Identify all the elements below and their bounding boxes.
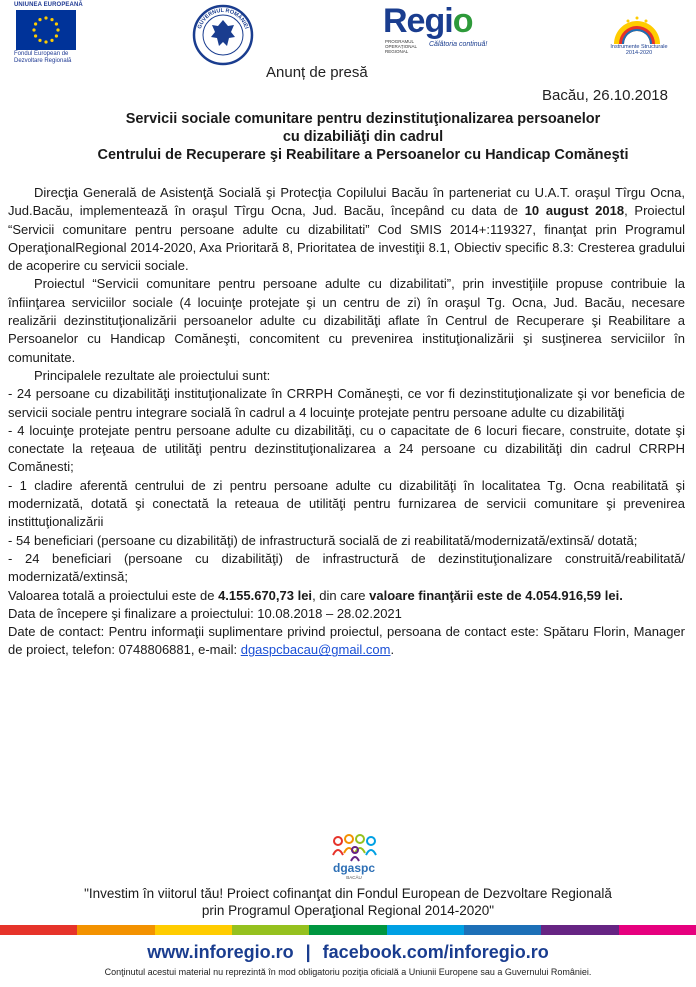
- gov-seal-text: GUVERNUL ROMÂNIEI: [196, 7, 250, 30]
- paragraph-contact: [8, 623, 685, 660]
- document-body: [8, 184, 685, 660]
- eu-sub-1: Fondul European de: [14, 51, 69, 57]
- page-title: [40, 110, 686, 164]
- result-item-2: - 4 locuinţe protejate pentru persoane adulte cu dizabilităţi, cu o capacitate de 6 locuri fiecare, construite, dotate şi conectate la reţeaua de utilităţi pentru dezinstituţionalizarea a 24 persoane cu dizabilităţi din cadrul CRRPH Comănesti;: [8, 422, 685, 475]
- contact-email-link[interactable]: dgaspcbacau@gmail.com: [240, 642, 391, 658]
- title-line-2: cu dizabiliăţi din cadrul: [282, 129, 444, 145]
- inforegio-website-link[interactable]: www.inforegio.ro: [147, 942, 294, 962]
- result-item-3: - 1 cladire aferentă centrului de zi pentru persoane adulte cu dizabilităţi în localitatea Tg. Ocna reabilitată şi modernizată, dotată şi conectată la reteaua de utilităţi pentru furnizarea de servicii comunitare şi prevenirea instittuţionalizării: [8, 477, 685, 530]
- color-bar-segment: [155, 925, 232, 935]
- dgaspc-name: dgaspc: [332, 861, 375, 875]
- color-bar-segment: [464, 925, 541, 935]
- paragraph-project: Proiectul “Servicii comunitare pentru persoane adulte cu dizabilitati”, prin investiţiile propuse contribuie la înfiinţarea serviciilor sociale (4 locuinţe protejate şi un centru de zi) în oraşul Tg. Ocna, Jud. Bacău, necesare realizării dezinstituţionalizării persoanelor adulte cu dizabilităţi aflate în Centrul de Recuperare şi Reabilitare a Persoanelor cu Handicap Comăneşti, concomitent cu prevenirea instituţionalizării şi susţinerea serviciilor în comunitate.: [8, 276, 685, 365]
- regio-word-1: Regi: [383, 2, 453, 40]
- color-bar-segment: [619, 925, 696, 935]
- is-text-1: Instrumente Structurale: [610, 44, 668, 50]
- color-bar-segment: [541, 925, 618, 935]
- result-item-4: - 54 beneficiari (persoane cu dizabilităţi) de infrastructură socială de zi reabilitată/modernizată/extinsă/ dotată;: [8, 532, 638, 548]
- document-label: Anunț de presă: [266, 64, 368, 81]
- title-line-3: Centrului de Recuperare şi Reabilitare a Persoanelor cu Handicap Comăneşti: [97, 147, 629, 163]
- footer-separator: |: [305, 942, 311, 962]
- logo-row: [0, 0, 696, 66]
- color-bar-segment: [232, 925, 309, 935]
- value-text-b: , din care: [312, 587, 370, 603]
- intro-text-a: Direcţia Generală de Asistenţă Socială şi Protecţia Copilului Bacău în parteneriat cu U.A.T. oraşul Tîrgu Ocna, Jud.Bacău, implementează în oraşul Tîrgu Ocna, Jud. Bacău, începând cu data de: [8, 185, 685, 219]
- color-bar-segment: [77, 925, 154, 935]
- intro-start-date: 10 august 2018: [524, 203, 625, 219]
- regio-logo: [383, 4, 493, 60]
- instrumente-structurale-text: [604, 44, 674, 56]
- contact-end: .: [390, 642, 395, 658]
- eu-caption: UNIUNEA EUROPEANĂ: [14, 2, 83, 8]
- funding-slogan: [40, 885, 656, 919]
- color-bar-segment: [309, 925, 386, 935]
- government-seal-icon: [192, 4, 254, 66]
- result-item-5: - 24 beneficiari (persoane cu dizabilităţi) de infrastructură de dezinstituţionalizare construită/reabilitată/ modernizată/extinsă;: [8, 550, 685, 585]
- value-financing: valoare finanţării este de 4.054.916,59 lei.: [369, 587, 623, 603]
- color-bar: [0, 925, 696, 935]
- is-text-2: 2014-2020: [625, 50, 653, 56]
- dgaspc-sub: BACĂU: [346, 875, 362, 880]
- regio-tagline: Călătoria continuă!: [429, 41, 488, 48]
- regio-word-2: o: [452, 2, 473, 40]
- paragraph-results-heading: Principalele rezultate ale proiectului sunt:: [34, 367, 271, 383]
- slogan-line-2: prin Programul Operaţional Regional 2014-2020": [201, 903, 495, 918]
- intro-text-b: , Proiectul “Servicii comunitare pentru persoane adulte cu dizabilitati” Cod SMIS 2014+:119327, finanţat prin Programul OperaţionalRegional 2014-2020, Axa Prioritară 8, Prioritatea de investiţii 8.1, Obiectiv specific 8.3: Cresterea gradului de acoperire cu servicii sociale.: [8, 203, 685, 274]
- value-total: 4.155.670,73 lei: [218, 587, 313, 603]
- eu-sub-2: Dezvoltare Regională: [14, 58, 72, 64]
- slogan-line-1: "Investim în viitorul tău! Proiect cofinanţat din Fondul European de Dezvoltare Regională: [84, 886, 612, 901]
- paragraph-dates: Data de începere şi finalizare a proiectului: 10.08.2018 – 28.02.2021: [8, 605, 402, 621]
- paragraph-intro: [8, 184, 685, 275]
- inforegio-facebook-link[interactable]: facebook.com/inforegio.ro: [322, 942, 549, 962]
- color-bar-segment: [387, 925, 464, 935]
- value-text-a: Valoarea totală a proiectului este de: [8, 587, 219, 603]
- footer-links: [0, 942, 696, 963]
- regio-program-name: PROGRAMUL OPERAȚIONAL REGIONAL: [385, 39, 417, 54]
- document-date: Bacău, 26.10.2018: [542, 87, 668, 104]
- result-item-1: - 24 persoane cu dizabilităţi instituţionalizate în CRRPH Comăneşti, ce vor fi dezinstituţionalizate şi vor beneficia de servicii sociale pentru integrare socială în cadrul a 4 locuinţe protejate pentru persoane adulte cu dizabilităţi: [8, 386, 685, 420]
- footer-disclaimer: Conţinutul acestui material nu reprezintă în mod obligatoriu poziţia oficială a Uniunii Europene sau a Guvernului României.: [104, 967, 592, 977]
- eu-flag-icon: [16, 10, 76, 50]
- color-bar-segment: [0, 925, 77, 935]
- contact-text: Date de contact: Pentru informaţii suplimentare privind proiectul, persoana de contact este: Spătaru Florin, Manager de proiect, telefon: 0748806881, e-mail:: [8, 624, 685, 658]
- paragraph-value: [8, 587, 685, 605]
- title-line-1: Servicii sociale comunitare pentru dezinstituţionalizarea persoanelor: [125, 111, 601, 127]
- eu-logo: [14, 2, 94, 65]
